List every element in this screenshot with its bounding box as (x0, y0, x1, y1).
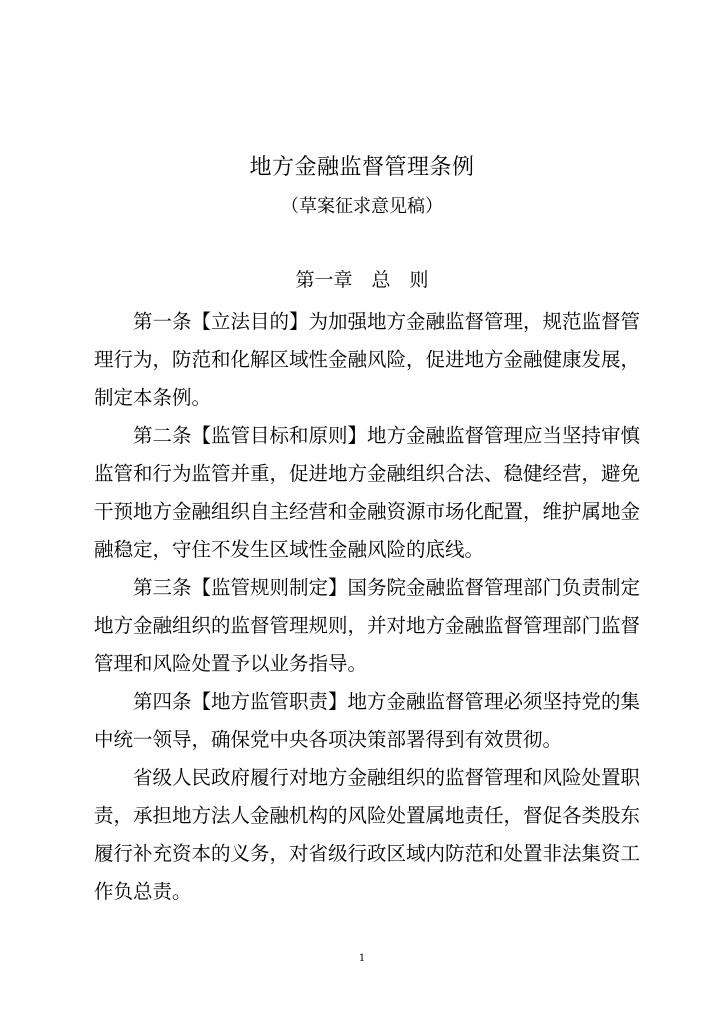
article-4-paragraph-2: 省级人民政府履行对地方金融组织的监督管理和风险处置职责，承担地方法人金融机构的风险处置属地责任，督促各类股东履行补充资本的义务，对省级行政区域内防范和处置非法集资工作负总责。 (94, 766, 641, 903)
article-4: 第四条【地方监管职责】地方金融监督管理必须坚持党的集中统一领导，确保党中央各项决策部署得到有效贯彻。 (94, 690, 641, 751)
article-1: 第一条【立法目的】为加强地方金融监督管理，规范监督管理行为，防范和化解区域性金融风险，促进地方金融健康发展，制定本条例。 (94, 310, 641, 409)
page-number: 1 (358, 953, 366, 964)
article-3: 第三条【监管规则制定】国务院金融监督管理部门负责制定地方金融组织的监督管理规则，并对地方金融监督管理部门监督管理和风险处置予以业务指导。 (94, 576, 641, 675)
document-body (94, 303, 640, 911)
document-subtitle: （草案征求意见稿） (281, 196, 443, 217)
document-title: 地方金融监督管理条例 (249, 155, 475, 180)
article-2: 第二条【监管目标和原则】地方金融监督管理应当坚持审慎监管和行为监管并重，促进地方金融组织合法、稳健经营，避免干预地方金融组织自主经营和金融资源市场化配置，维护属地金融稳定，守住不发生区域性金融风险的底线。 (94, 424, 641, 561)
chapter-heading: 第一章 总 则 (295, 269, 429, 291)
